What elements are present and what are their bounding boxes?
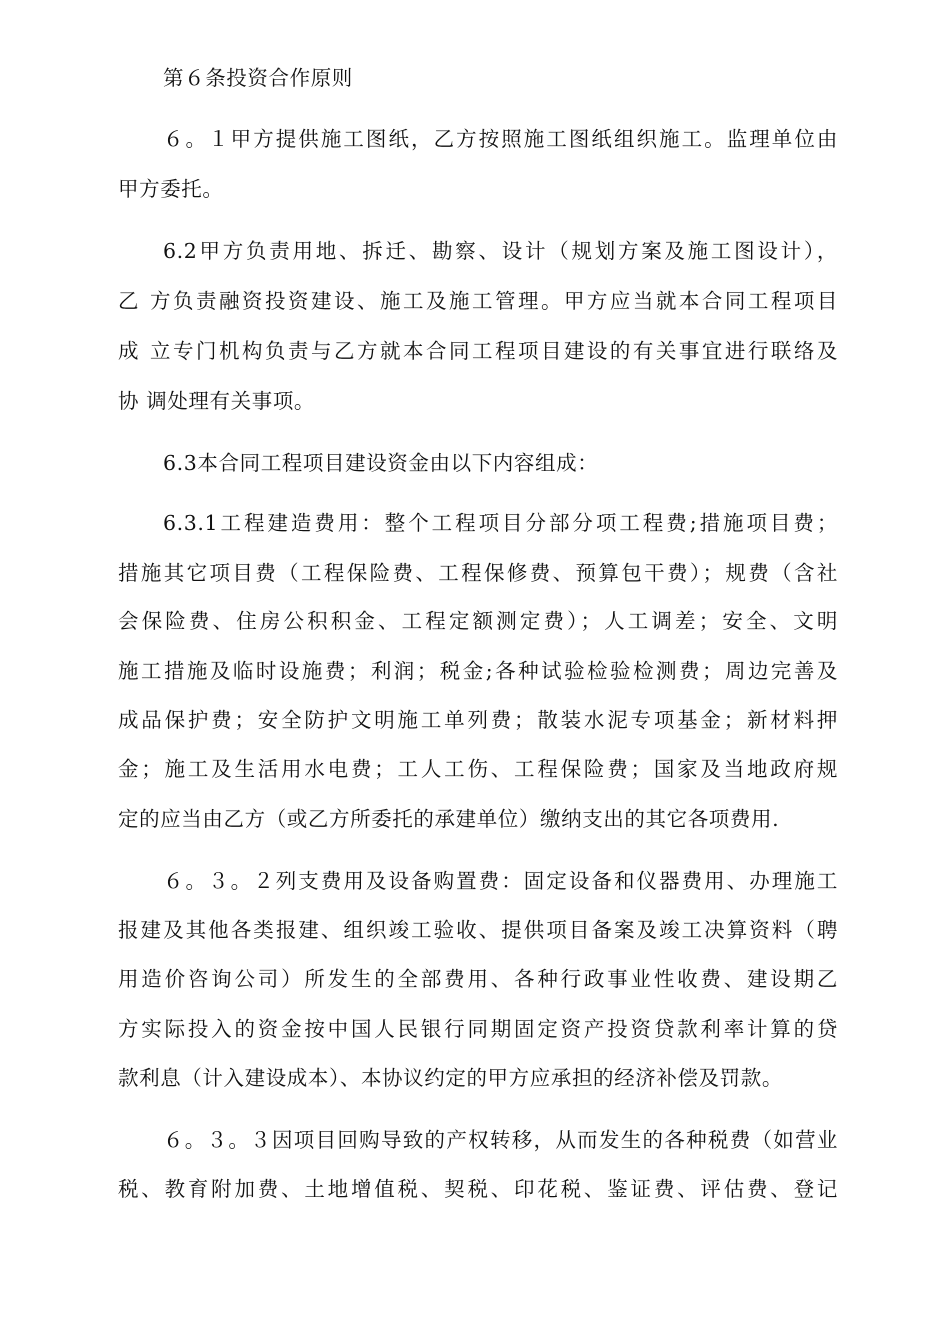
- paragraph-6-3-2-line-5: 款利息（计入建设成本）、本协议约定的甲方应承担的经济补偿及罚款。: [118, 1066, 783, 1090]
- paragraph-6-3-1-line-1: 6.3.1工程建造费用：整个工程项目分部分项工程费;措施项目费；: [163, 511, 838, 535]
- paragraph-6-3-1-line-6: 金；施工及生活用水电费；工人工伤、工程保险费；国家及当地政府规: [118, 757, 838, 781]
- paragraph-6-3-1-line-2: 措施其它项目费（工程保险费、工程保修费、预算包干费）；规费（含社: [118, 561, 838, 585]
- paragraph-6-3-1-line-7: 定的应当由乙方（或乙方所委托的承建单位）缴纳支出的其它各项费用.: [118, 807, 780, 831]
- paragraph-6-1-line-1: ６。１甲方提供施工图纸，乙方按照施工图纸组织施工。监理单位由: [163, 127, 838, 151]
- paragraph-6-3-1-line-5: 成品保护费；安全防护文明施工单列费；散装水泥专项基金；新材料押: [118, 708, 838, 732]
- paragraph-6-1-line-2: 甲方委托。: [118, 177, 224, 201]
- paragraph-6-2-line-2: 乙 方负责融资投资建设、施工及施工管理。甲方应当就本合同工程项目: [118, 289, 838, 313]
- paragraph-6-3-1-line-3: 会保险费、住房公积积金、工程定额测定费）；人工调差；安全、文明: [118, 609, 838, 633]
- paragraph-6-3-line-1: 6.3本合同工程项目建设资金由以下内容组成：: [163, 451, 599, 475]
- paragraph-6-3-1-line-4: 施工措施及临时设施费；利润；税金;各种试验检验检测费；周边完善及: [118, 659, 838, 683]
- paragraph-6-3-2-line-4: 方实际投入的资金按中国人民银行同期固定资产投资贷款利率计算的贷: [118, 1017, 838, 1041]
- paragraph-6-3-3-line-1: ６。３。３因项目回购导致的产权转移，从而发生的各种税费（如营业: [163, 1128, 838, 1152]
- paragraph-6-2-line-1: 6.2甲方负责用地、拆迁、勘察、设计（规划方案及施工图设计），: [163, 239, 838, 263]
- paragraph-6-3-2-line-2: 报建及其他各类报建、组织竣工验收、提供项目备案及竣工决算资料（聘: [118, 918, 838, 942]
- paragraph-6-3-2-line-3: 用造价咨询公司）所发生的全部费用、各种行政事业性收费、建设期乙: [118, 967, 838, 991]
- paragraph-6-3-2-line-1: ６。３。２列支费用及设备购置费：固定设备和仪器费用、办理施工: [163, 869, 838, 893]
- article-heading: 第６条投资合作原则: [163, 66, 353, 90]
- paragraph-6-2-line-4: 协 调处理有关事项。: [118, 389, 316, 413]
- paragraph-6-3-3-line-2: 税、教育附加费、土地增值税、契税、印花税、鉴证费、评估费、登记: [118, 1177, 838, 1201]
- paragraph-6-2-line-3: 成 立专门机构负责与乙方就本合同工程项目建设的有关事宜进行联络及: [118, 339, 838, 363]
